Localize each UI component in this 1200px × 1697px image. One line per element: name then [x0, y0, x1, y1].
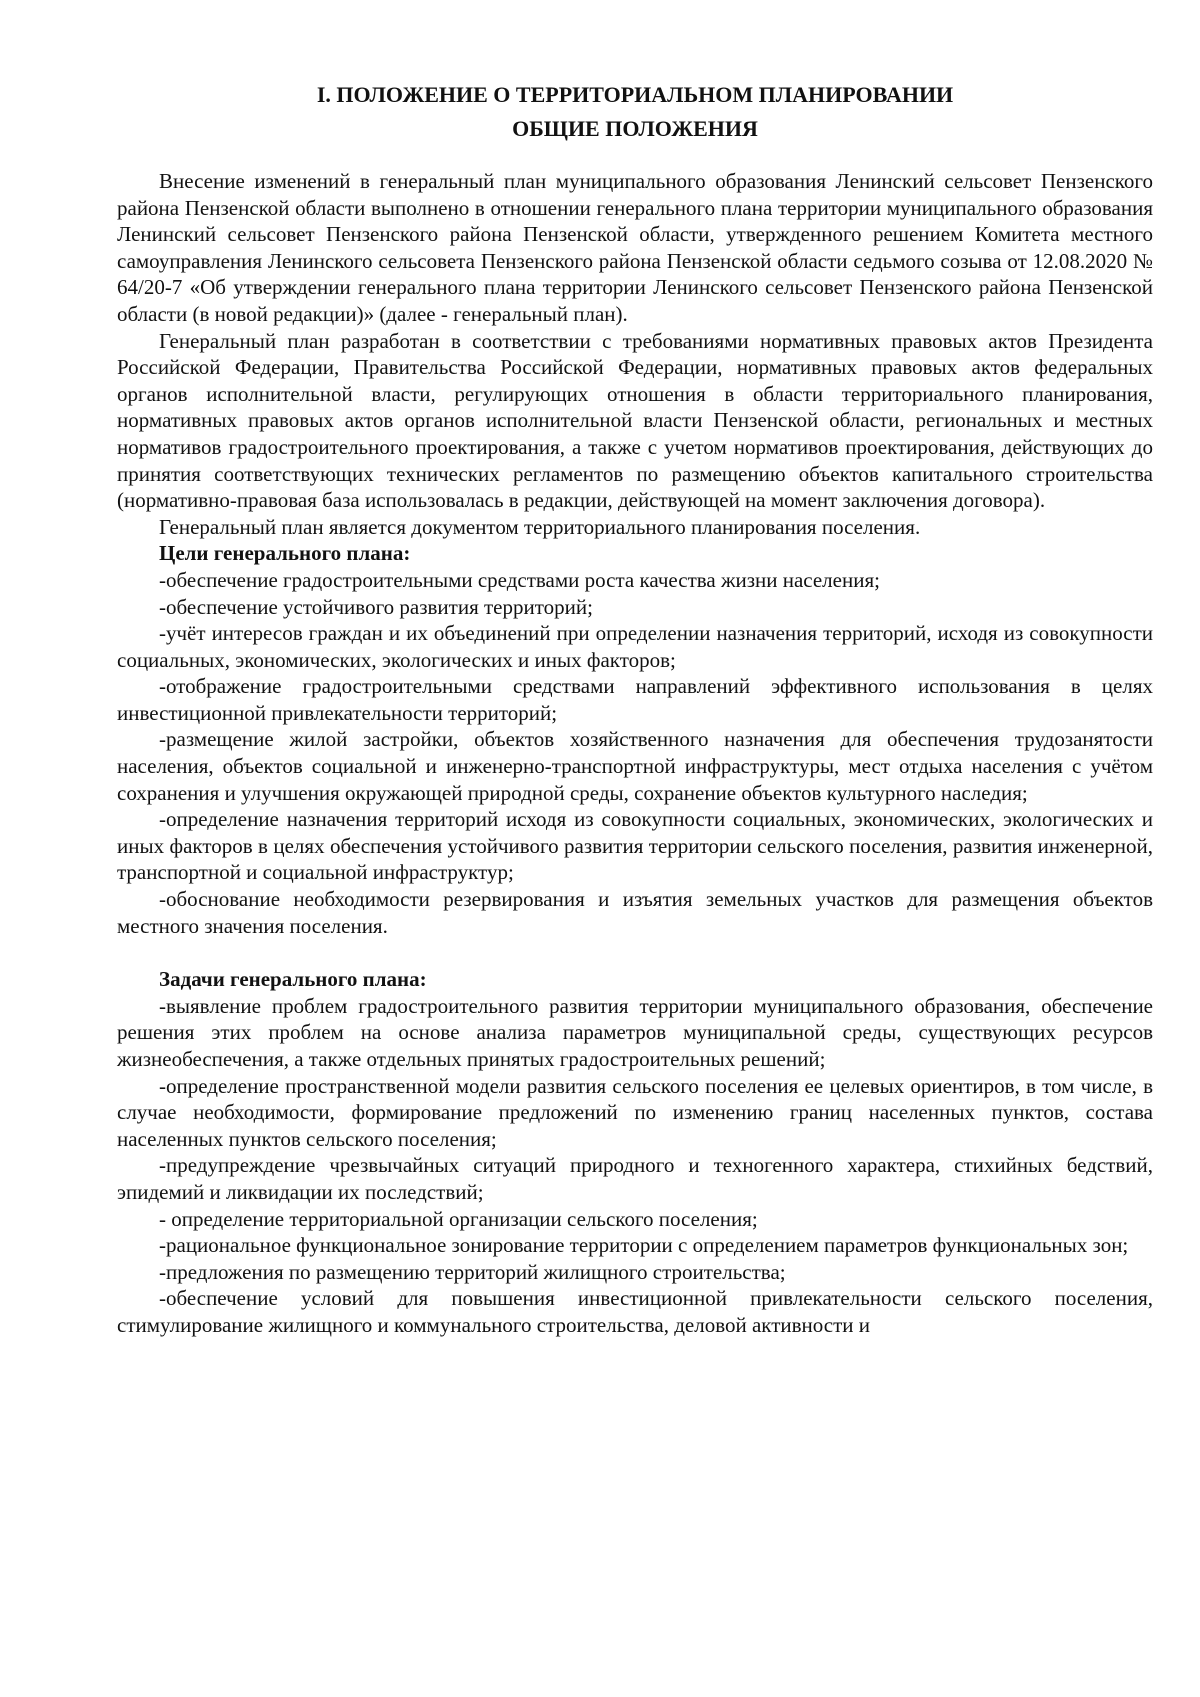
intro-paragraph: Внесение изменений в генеральный план муниципального образования Ленинский сельсовет Пензенского района Пензенской области выполнено в отношении генерального плана территории муниципального образования Ленинский сельсовет Пензенского района Пензенской области, утвержденного решением Комитета местного самоуправления Ленинского сельсовета Пензенского района Пензенской области седьмого созыва от 12.08.2020 № 64/20-7 «Об утверждении генерального плана территории Ленинского сельсовет Пензенского района Пензенской области (в новой редакции)» (далее - генеральный план). [117, 169, 1153, 326]
task-item: -определение пространственной модели развития сельского поселения ее целевых ориентиров, в том числе, в случае необходимости, формирование предложений по изменению границ населенных пунктов, состава населенных пунктов сельского поселения; [117, 1073, 1153, 1151]
section-spacer [117, 939, 1153, 966]
goal-item: -определение назначения территорий исходя из совокупности социальных, экономических, экологических и иных факторов в целях обеспечения устойчивого развития территории сельского поселения, развития инженерной, транспортной и социальной инфраструктур; [117, 807, 1153, 885]
intro-paragraph: Генеральный план является документом территориального планирования поселения. [159, 514, 921, 539]
task-item: -предупреждение чрезвычайных ситуаций природного и техногенного характера, стихийных бедствий, эпидемий и ликвидации их последствий; [117, 1153, 1153, 1204]
task-item: -предложения по размещению территорий жилищного строительства; [159, 1259, 786, 1284]
task-item: - определение территориальной организации сельского поселения; [159, 1206, 758, 1231]
goal-item: -обеспечение градостроительными средствами роста качества жизни населения; [159, 567, 880, 592]
goals-heading: Цели генерального плана: [159, 541, 411, 566]
intro-paragraph: Генеральный план разработан в соответствии с требованиями нормативных правовых актов Президента Российской Федерации, Правительства Российской Федерации, нормативных правовых актов федеральных органов исполнительной власти, регулирующих отношения в области территориального планирования, нормативных правовых актов органов исполнительной власти Пензенской области, региональных и местных нормативов градостроительного проектирования, а также с учетом нормативов проектирования, действующих до принятия соответствующих технических регламентов по размещению объектов капитального строительства (нормативно-правовая база использовалась в редакции, действующей на момент заключения договора). [117, 328, 1153, 513]
goal-item: -обоснование необходимости резервирования и изъятия земельных участков для размещения объектов местного значения поселения. [117, 887, 1153, 938]
goal-item: -отображение градостроительными средствами направлений эффективного использования в целях инвестиционной привлекательности территорий; [117, 674, 1153, 725]
document-title: I. ПОЛОЖЕНИЕ О ТЕРРИТОРИАЛЬНОМ ПЛАНИРОВАНИИ [316, 82, 954, 107]
task-item: -обеспечение условий для повышения инвестиционной привлекательности сельского поселения, стимулирование жилищного и коммунального строительства, деловой активности и [117, 1286, 1153, 1337]
task-item: -выявление проблем градостроительного развития территории муниципального образования, обеспечение решения этих проблем на основе анализа параметров муниципальной среды, существующих ресурсов жизнеобеспечения, а также отдельных принятых градостроительных решений; [117, 993, 1153, 1071]
document-subtitle: ОБЩИЕ ПОЛОЖЕНИЯ [512, 116, 758, 141]
tasks-heading: Задачи генерального плана: [159, 967, 427, 992]
task-item: -рациональное функциональное зонирование территории с определением параметров функциональных зон; [159, 1233, 1129, 1258]
goal-item: -учёт интересов граждан и их объединений при определении назначения территорий, исходя из совокупности социальных, экономических, экологических и иных факторов; [117, 621, 1153, 672]
document-page [117, 78, 1153, 1339]
goal-item: -размещение жилой застройки, объектов хозяйственного назначения для обеспечения трудозанятости населения, объектов социальной и инженерно-транспортной инфраструктуры, мест отдыха населения с учётом сохранения и улучшения окружающей природной среды, сохранение объектов культурного наследия; [117, 727, 1153, 805]
goal-item: -обеспечение устойчивого развития территорий; [159, 594, 593, 619]
